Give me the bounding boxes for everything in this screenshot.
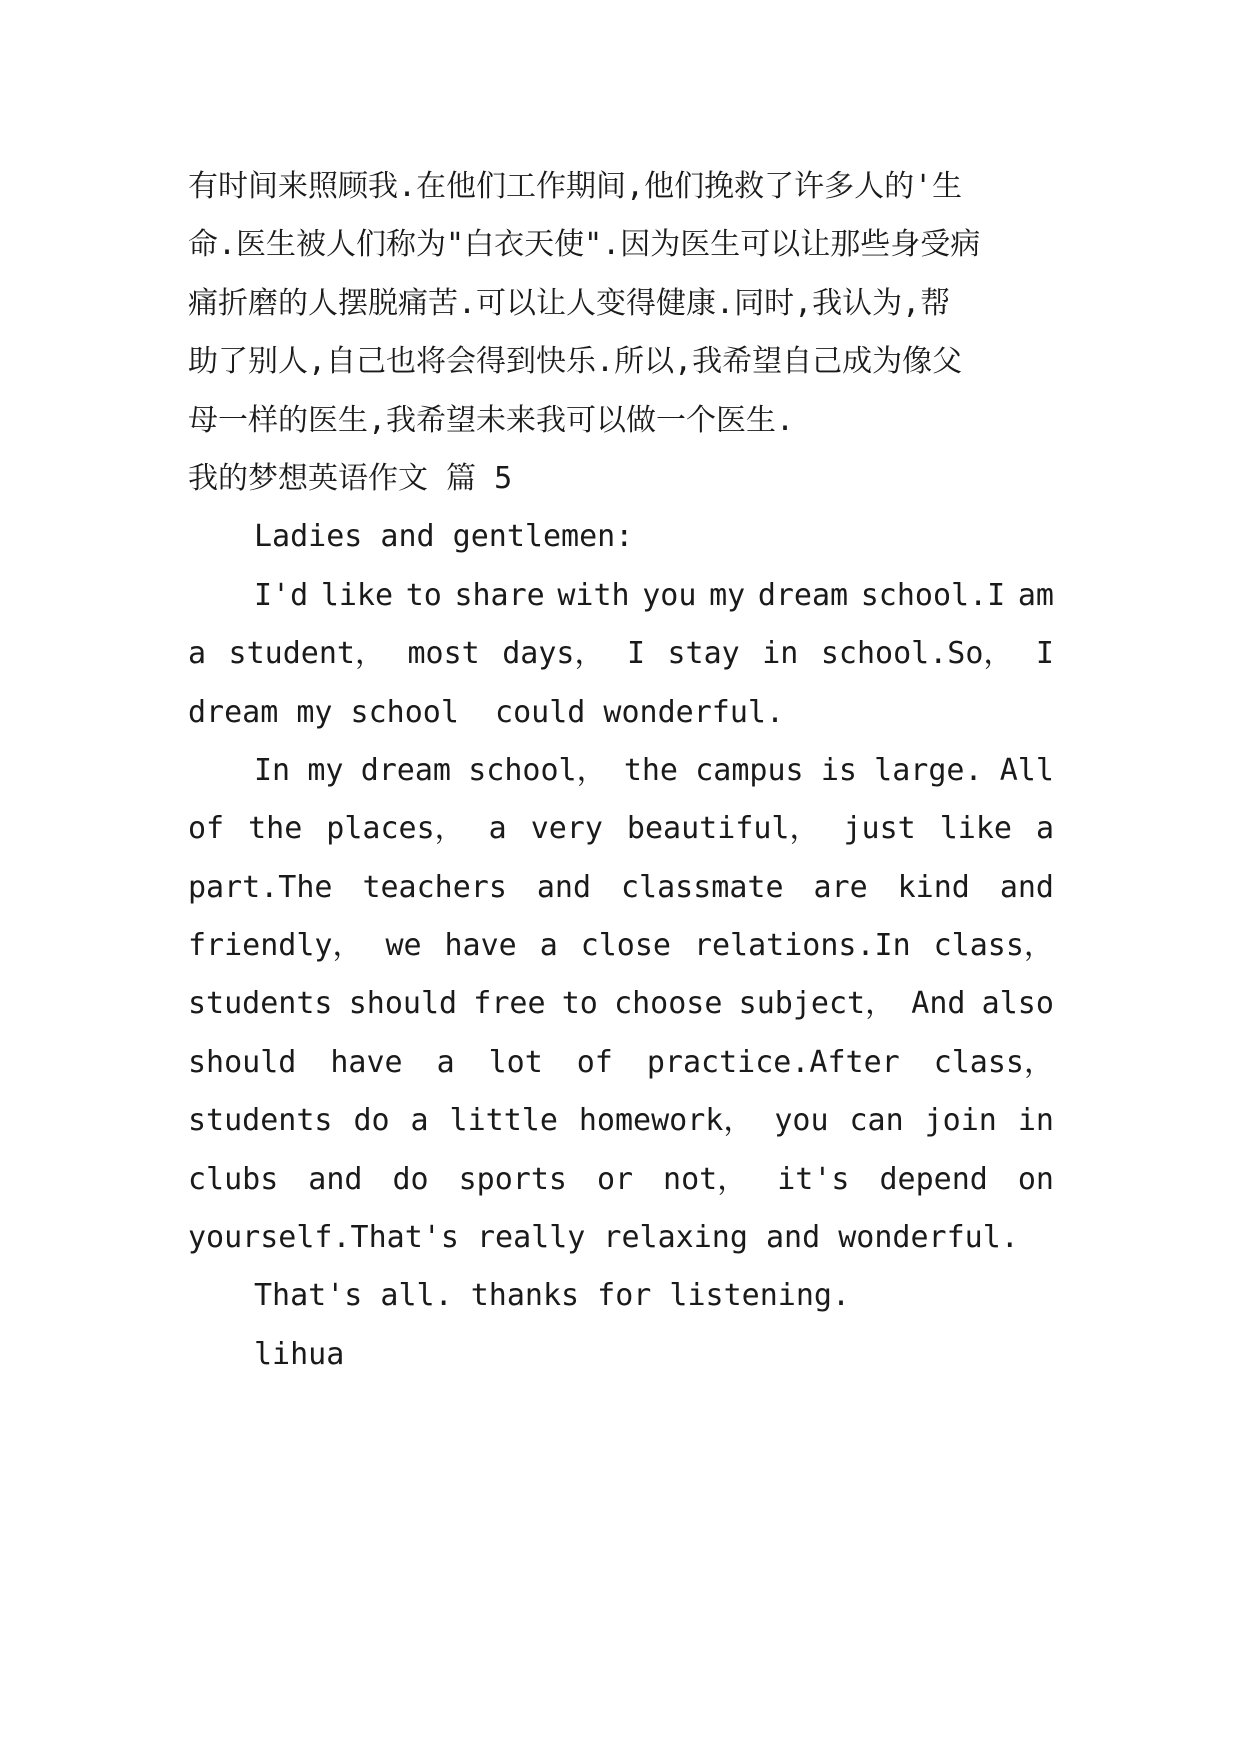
- word: kind: [897, 869, 970, 905]
- word: All: [999, 752, 1054, 788]
- word: not，: [663, 1161, 748, 1197]
- word: most: [407, 636, 480, 672]
- word: we: [385, 928, 422, 964]
- word: school.I: [860, 577, 1006, 613]
- word: school，: [468, 752, 607, 788]
- word: the: [623, 752, 678, 788]
- word: places，: [326, 811, 465, 847]
- paragraph-line: [188, 1092, 1054, 1150]
- word: stay: [667, 636, 740, 672]
- word: students: [188, 986, 333, 1022]
- chinese-text-line: 有时间来照顾我.在他们工作期间,他们挽救了许多人的'生: [188, 169, 963, 204]
- closing-line: That's all. thanks for listening.: [254, 1278, 851, 1314]
- word: like: [939, 811, 1012, 847]
- signature: lihua: [254, 1336, 345, 1372]
- word: depend: [879, 1161, 988, 1197]
- word: should: [188, 1044, 297, 1080]
- word: share: [454, 577, 545, 613]
- chinese-text-line: 助了别人,自己也将会得到快乐.所以,我希望自己成为像父: [188, 344, 963, 380]
- word: large.: [874, 752, 983, 788]
- paragraph-line: dream my school could wonderful.: [188, 694, 785, 730]
- chinese-text-line: 痛折磨的人摆脱痛苦.可以让人变得健康.同时,我认为,帮: [188, 285, 951, 321]
- word: it's: [777, 1161, 850, 1197]
- word: class，: [933, 928, 1054, 964]
- paragraph-line: [188, 800, 1054, 858]
- word: a: [1035, 811, 1054, 847]
- word: on: [1017, 1161, 1054, 1197]
- paragraph-line: [188, 1151, 1054, 1209]
- word: with: [557, 577, 630, 613]
- word: lot: [488, 1044, 543, 1080]
- word: classmate: [621, 869, 784, 905]
- word: dream: [360, 752, 451, 788]
- word: a: [436, 1044, 455, 1080]
- word: in: [1017, 1103, 1054, 1139]
- word: should: [348, 986, 458, 1022]
- word: I: [1035, 636, 1054, 672]
- paragraph-line: [188, 859, 1054, 917]
- word: relations.In: [693, 928, 911, 964]
- paragraph-line: [188, 917, 1054, 975]
- paragraph-line: [188, 567, 1054, 625]
- word: just: [843, 811, 916, 847]
- word: my: [709, 577, 746, 613]
- chinese-text-line: 命.医生被人们称为"白衣天使".因为医生可以让那些身受病: [188, 227, 981, 263]
- word: to: [405, 577, 442, 613]
- word: do: [353, 1103, 390, 1139]
- word: and: [536, 869, 592, 905]
- word: the: [248, 811, 303, 847]
- word: have: [330, 1044, 403, 1080]
- section-title: 我的梦想英语作文 篇 5: [188, 460, 513, 496]
- paragraph-line: [188, 1034, 1054, 1092]
- word: you: [774, 1103, 829, 1139]
- word: practice.After: [646, 1044, 900, 1080]
- word: have: [444, 928, 517, 964]
- word: of: [188, 811, 225, 847]
- word: I: [626, 636, 645, 672]
- word: free: [473, 986, 546, 1022]
- word: clubs: [188, 1161, 279, 1197]
- document-body: [188, 158, 1054, 1384]
- word: campus: [695, 752, 804, 788]
- word: am: [1017, 577, 1054, 613]
- chinese-text-line: 母一样的医生,我希望未来我可以做一个医生.: [188, 402, 795, 438]
- word: like: [320, 577, 394, 613]
- word: days，: [502, 636, 605, 672]
- word: a: [410, 1103, 429, 1139]
- word: And: [911, 986, 966, 1022]
- word: a: [539, 928, 558, 964]
- word: is: [820, 752, 857, 788]
- word: join: [924, 1103, 997, 1139]
- word: a: [188, 636, 207, 672]
- word: you: [642, 577, 697, 613]
- word: are: [813, 869, 868, 905]
- word: friendly，: [188, 928, 363, 964]
- word: class，: [933, 1044, 1054, 1080]
- word: teachers: [362, 869, 507, 905]
- word: can: [849, 1103, 904, 1139]
- word: homework，: [578, 1103, 754, 1139]
- word: I'd: [254, 577, 309, 613]
- word: subject，: [738, 986, 896, 1022]
- word: sports: [458, 1161, 567, 1197]
- word: beautiful，: [626, 811, 820, 847]
- word: and: [999, 869, 1054, 905]
- word: my: [307, 752, 344, 788]
- word: and: [308, 1161, 363, 1197]
- word: do: [392, 1161, 429, 1197]
- word: to: [561, 986, 598, 1022]
- word: choose: [614, 986, 723, 1022]
- word: students: [188, 1103, 333, 1139]
- paragraph-line: [188, 975, 1054, 1033]
- paragraph-line: [188, 625, 1054, 683]
- word: of: [576, 1044, 613, 1080]
- word: in: [762, 636, 799, 672]
- word: or: [596, 1161, 634, 1197]
- paragraph-line: [188, 742, 1054, 800]
- word: little: [449, 1103, 558, 1139]
- word: also: [981, 986, 1054, 1022]
- salutation: Ladies and gentlemen:: [254, 519, 634, 555]
- paragraph-line: yourself.That's really relaxing and wonderful.: [188, 1220, 1019, 1256]
- word: In: [254, 752, 291, 788]
- word: dream: [757, 577, 849, 613]
- word: part.The: [188, 869, 333, 905]
- word: very: [530, 811, 603, 847]
- word: school.So，: [820, 636, 1014, 672]
- word: close: [580, 928, 671, 964]
- word: student，: [228, 636, 385, 672]
- word: a: [488, 811, 507, 847]
